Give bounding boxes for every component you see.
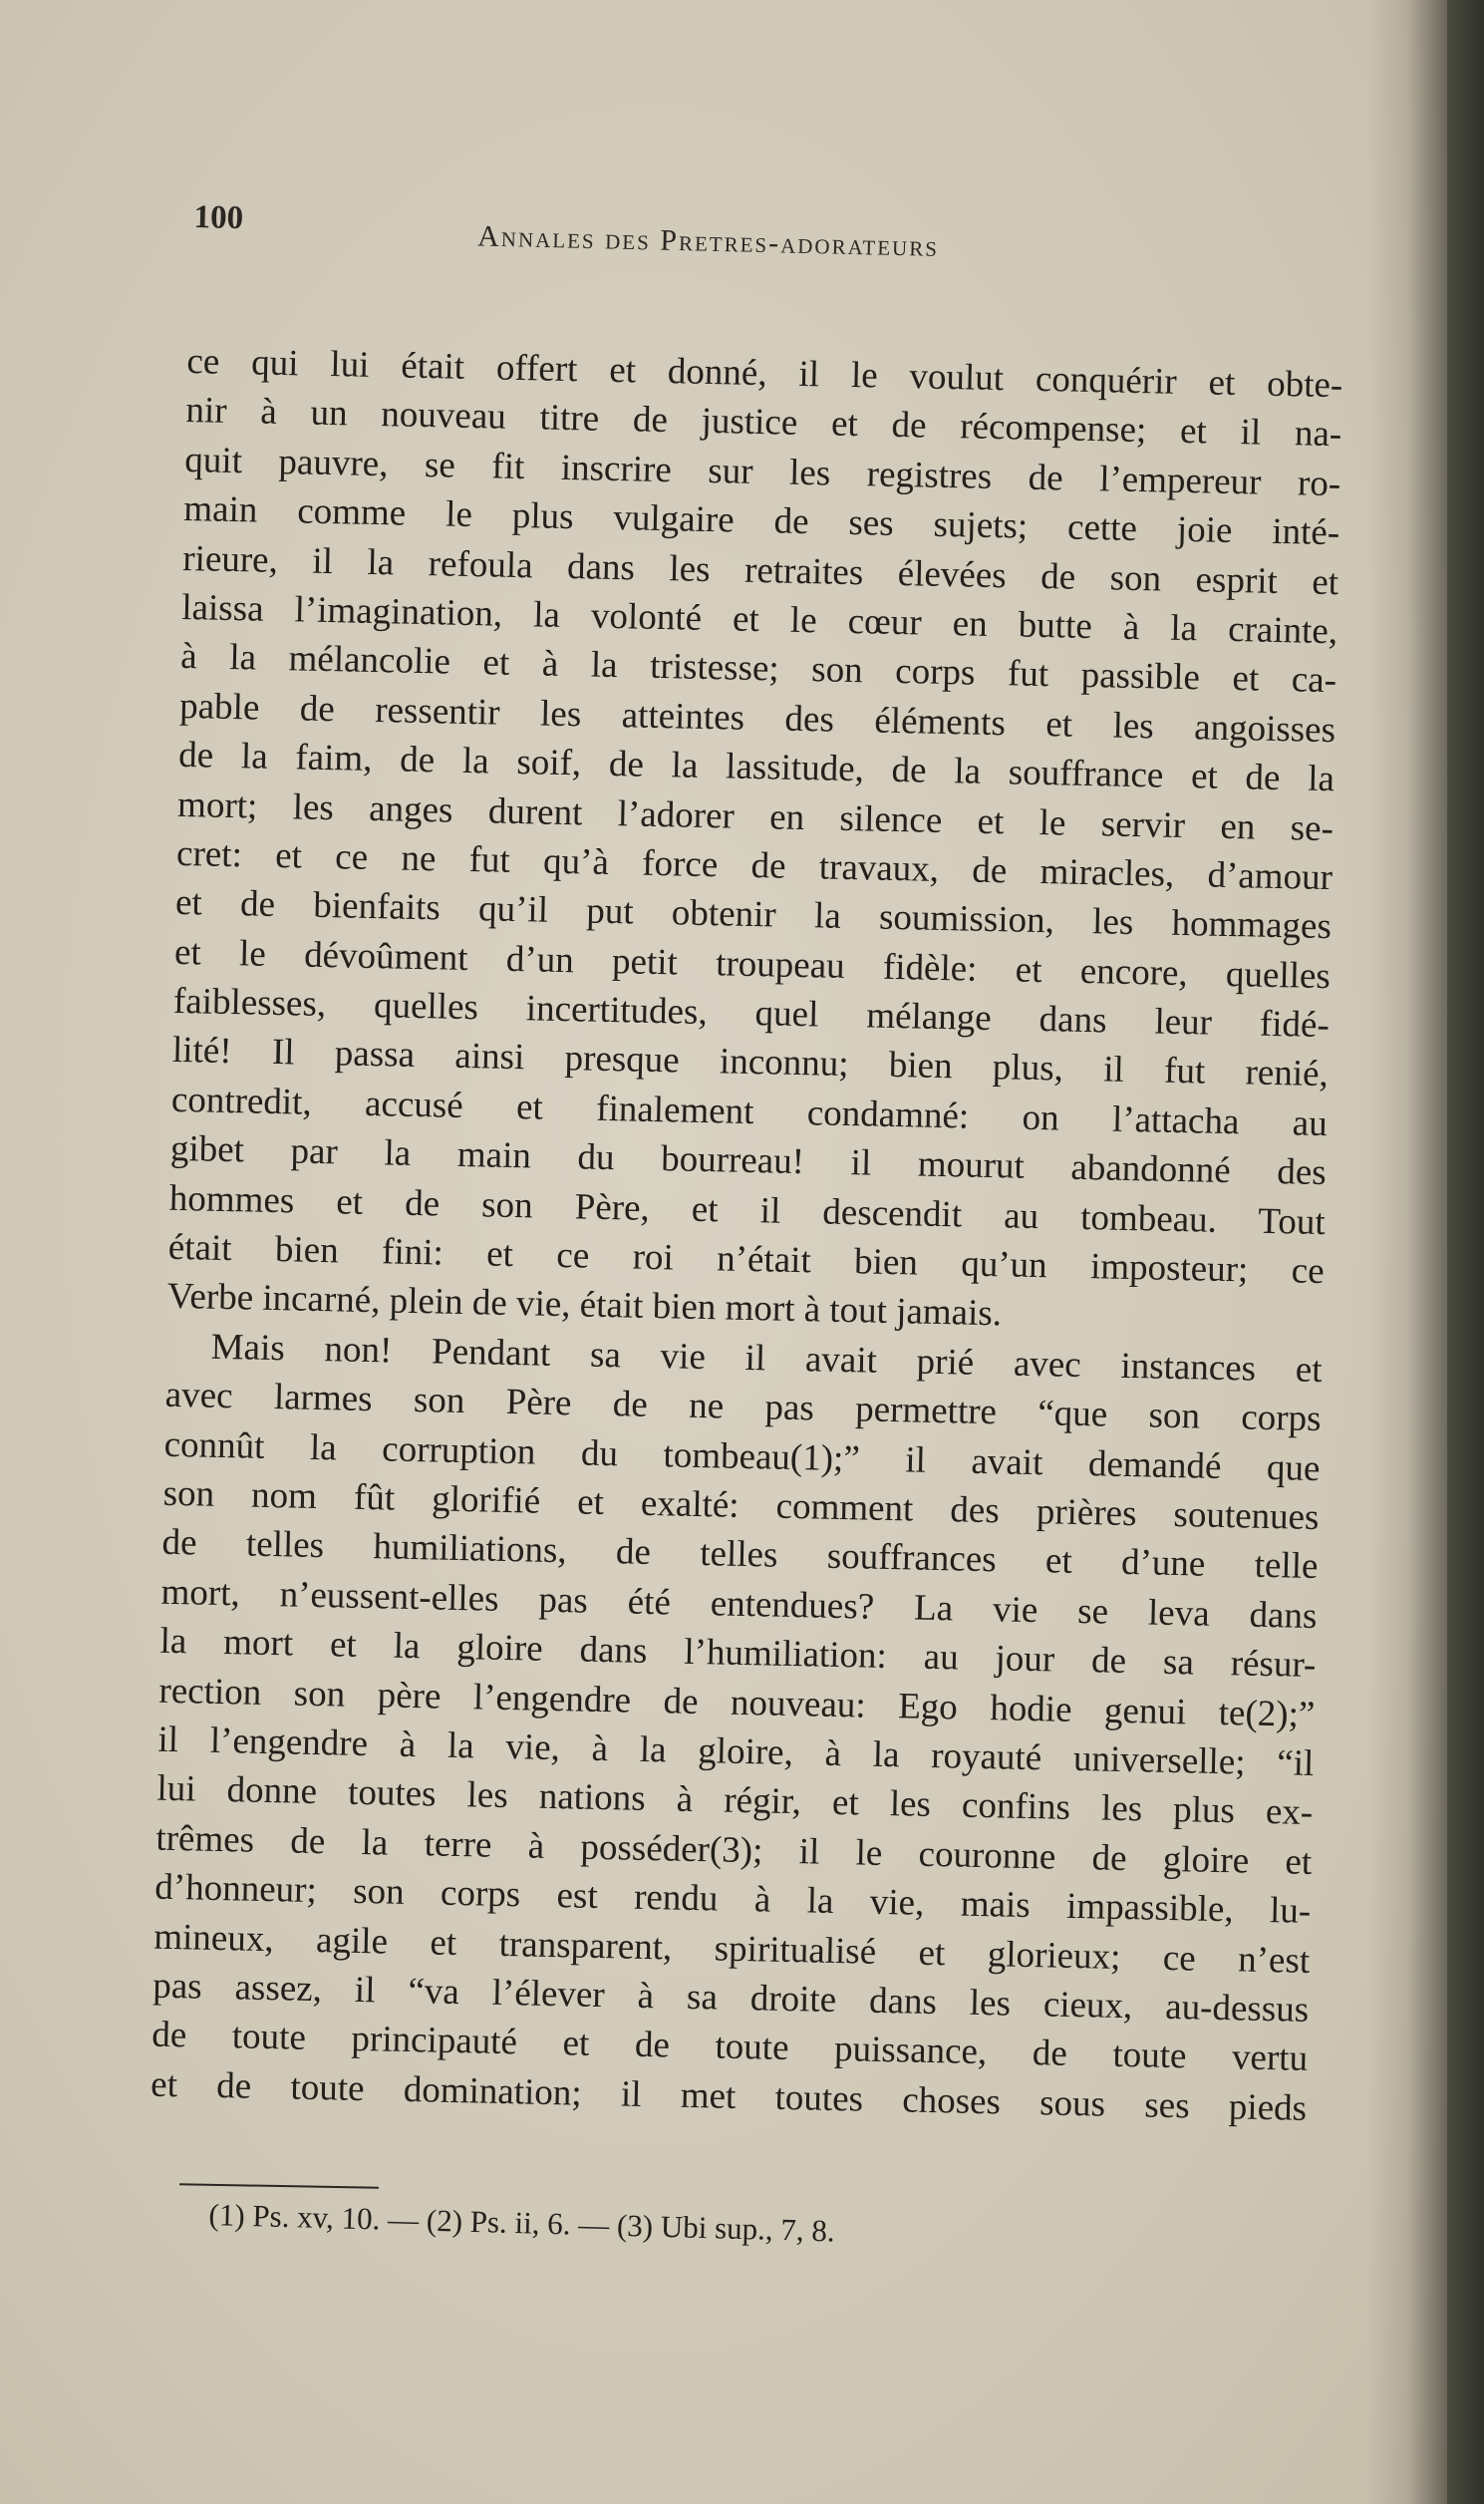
text-line: trêmes de la terre à posséder(3); il le couronne de gloire et (155, 1817, 1313, 1883)
text-line: mort, n’eussent-elles pas été entendues? La vie se leva dans (160, 1571, 1318, 1637)
text-line: Verbe incarné, plein de vie, était bien mort à tout jamais. (166, 1276, 1003, 1335)
text-line: nir à un nouveau titre de justice et de récompense; et il na- (185, 390, 1342, 456)
footnotes: (1) Ps. xv, 10. — (2) Ps. ii, 6. — (3) Ubi sup., 7, 8. (208, 2197, 836, 2249)
text-line: pas assez, il “va l’élever à sa droite dans les cieux, au-dessus (151, 1965, 1310, 2031)
page-header (192, 199, 1070, 289)
page-edge-shadow (1367, 0, 1447, 2504)
page-number: 100 (193, 199, 244, 237)
text-line: laissa l’imagination, la volonté et le cœur en butte à la crainte, (180, 586, 1338, 653)
book-spine (1447, 0, 1484, 2504)
text-line: contredit, accusé et finalement condamné: on l’attacha au (170, 1079, 1329, 1144)
text-line: son nom fût glorifié et exalté: comment des prières soutenues (162, 1472, 1320, 1539)
text-line: avec larmes son Père de ne pas permettre “que son corps (164, 1374, 1322, 1440)
text-line: hommes et de son Père, et il descendit au tombeau. Tout (168, 1177, 1327, 1243)
text-line: Mais non! Pendant sa vie il avait prié avec instances et (210, 1326, 1323, 1391)
text-line: faiblesses, quelles incertitudes, quel mélange dans leur fidé- (172, 980, 1331, 1047)
text-line: rection son père l’engendre de nouveau: Ego hodie genui te(2);” (158, 1670, 1316, 1735)
text-line: la mort et la gloire dans l’humiliation: au jour de sa résur- (159, 1620, 1317, 1687)
text-line: était bien fini: et ce roi n’était bien qu’un imposteur; ce (167, 1226, 1326, 1293)
text-line: et le dévoûment d’un petit troupeau fidèle: et encore, quelles (173, 931, 1332, 997)
text-line: de la faim, de la soif, de la lassitude, de la souffrance et de la (177, 735, 1336, 800)
text-line: de toute principauté et de toute puissance, de toute vertu (150, 2014, 1309, 2080)
text-line: il l’engendre à la vie, à la gloire, à la royauté universelle; “il (157, 1719, 1315, 1784)
running-title: Annales des Pretres-adorateurs (476, 219, 940, 263)
text-line: et de bienfaits qu’il put obtenir la soumission, les hommages (174, 882, 1333, 948)
text-line: de telles humiliations, de telles souffrances et d’une telle (161, 1522, 1319, 1588)
text-line: ce qui lui était offert et donné, il le voulut conquérir et obte- (186, 340, 1343, 407)
text-line: mineux, agile et transparent, spiritualisé et glorieux; ce n’est (152, 1916, 1311, 1982)
text-line: connût la corruption du tombeau(1);” il avait demandé que (163, 1423, 1321, 1489)
text-line: mort; les anges durent l’adorer en silence et le servir en se- (176, 783, 1335, 849)
text-line: pable de ressentir les atteintes des éléments et les angoisses (178, 685, 1336, 751)
body-text (150, 337, 1343, 2133)
text-line: main comme le plus vulgaire de ses sujets; cette joie inté- (182, 488, 1340, 554)
text-line: à la mélancolie et à la tristesse; son corps fut passible et ca- (179, 636, 1337, 702)
text-line: quit pauvre, se fit inscrire sur les registres de l’empereur ro- (183, 439, 1341, 505)
text-line: lui donne toutes les nations à régir, et les confins les plus ex- (156, 1768, 1314, 1834)
text-line: cret: et ce ne fut qu’à force de travaux, de miracles, d’amour (175, 832, 1334, 899)
text-line: rieure, il la refoula dans les retraites élevées de son esprit et (181, 537, 1339, 603)
footnote-divider (179, 2183, 379, 2188)
text-line: lité! Il passa ainsi presque inconnu; bien plus, il fut renié, (171, 1030, 1330, 1096)
text-line: d’honneur; son corps est rendu à la vie, mais impassible, lu- (153, 1866, 1312, 1933)
text-line: gibet par la main du bourreau! il mourut abandonné des (169, 1128, 1328, 1194)
text-line: et de toute domination; il met toutes choses sous ses pieds (149, 2063, 1308, 2129)
